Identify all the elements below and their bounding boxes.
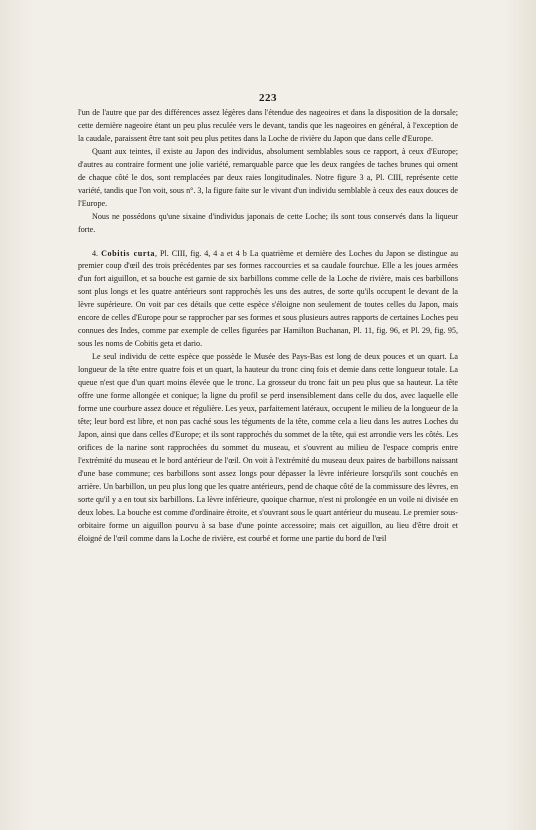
page-number: 223 <box>259 92 277 104</box>
species-name: Cobitis curta <box>101 248 156 258</box>
paragraph-cobitis-curta <box>78 248 458 352</box>
species-number: 4. <box>92 248 99 258</box>
paragraph-colors: Quant aux teintes, il existe au Japon des individus, absolument semblables sous ce rapport, à ceux d'Europe; d'autres au contraire forment une jolie variété, remarquable parce que les deux rangées de taches brunes qui ornent de chaque côté le dos, sont remplacées par deux raies longitudinales. Notre figure 3 a, Pl. CIII, représente cette variété, tandis que l'on voit, sous n°. 3, la figure faite sur le vivant d'un individu semblable à ceux des eaux douces de l'Europe. <box>78 146 458 208</box>
species-description: , Pl. CIII, fig. 4, 4 a et 4 b La quatrième et dernière des Loches du Japon se distingue au premier coup d'œil des trois précédentes par ses formes raccourcies et sa caudale fourchue. Elle a les joues armées d'un fort aiguillon, et sa bouche est garnie de six barbillons comme celle de la Loche de rivière, mais ces barbillons sont plus longs et les quatre antérieurs sont rapprochés les uns des autres, de sorte qu'ils occupent le devant de la lèvre supérieure. On voit par ces détails que cette espèce s'éloigne non seulement de toutes celles du Japon, mais encore de celles d'Europe pour se rapprocher par ses formes et sous plusieurs autres rapports de certaines Loches peu connues des Indes, comme par exemple de celles figurées par Hamilton Buchanan, Pl. 11, fig. 96, et Pl. 29, fig. 95, sous les noms de Cobitis geta et dario. <box>78 248 458 349</box>
paragraph-specimens: Nous ne possédons qu'une sixaine d'individus japonais de cette Loche; ils sont tous conservés dans la liqueur forte. <box>78 211 458 234</box>
paragraph-description: Le seul individu de cette espèce que possède le Musée des Pays-Bas est long de deux pouces et un quart. La longueur de la tête entre quatre fois et un quart, la hauteur du tronc cinq fois et demie dans cette longueur totale. La queue n'est que d'un quart moins élevée que le tronc. La grosseur du tronc fait un peu plus que sa hauteur. La tête offre une forme allongée et conique; la ligne du profil se perd insensiblement dans celle du dos, avec laquelle elle forme une courbure assez douce et régulière. Les yeux, parfaitement latéraux, occupent le milieu de la longueur de la tête; leur bord est libre, et non pas caché sous les téguments de la tête, comme cela a lieu dans les autres Loches du Japon, ainsi que dans celles d'Europe; et ils sont rapprochés du sommet de la tête, qui est arrondie vers les côtés. Les orifices de la narine sont rapprochées du sommet du museau, et s'ouvrent au milieu de l'espace compris entre l'extrémité du museau et le bord antérieur de l'œil. On voit à l'extrémité du museau deux paires de barbillons naissant d'une base commune; ces barbillons sont assez longs pour dépasser la lèvre inférieure lorsqu'ils sont couchés en arrière. Un barbillon, un peu plus long que les quatre antérieurs, pend de chaque côté de la commissure des lèvres, en sorte qu'il y a en tout six barbillons. La lèvre inférieure, quoique charnue, n'est ni prolongée en un voile ni divisée en deux lobes. La bouche est comme d'ordinaire étroite, et s'ouvrant sous le quart antérieur du museau. Le premier sous-orbitaire forme un aiguillon pourvu à sa base d'une pointe accessoire; mais cet aiguillon, au lieu d'être droit et éloigné de l'œil comme dans la Loche de rivière, est courbé et forme une partie du bord de l'œil <box>78 352 458 543</box>
body-text <box>78 107 458 545</box>
section-gap <box>78 237 458 248</box>
paragraph-fins: l'un de l'autre que par des différences assez légères dans l'étendue des nageoires et dans la disposition de la dorsale; cette dernière nageoire étant un peu plus reculée vers le devant, tandis que les nageoires en général, à l'exception de la caudale, paraissent être tant soit peu plus petites dans la Loche de rivière du Japon que dans celle d'Europe. <box>78 108 458 143</box>
